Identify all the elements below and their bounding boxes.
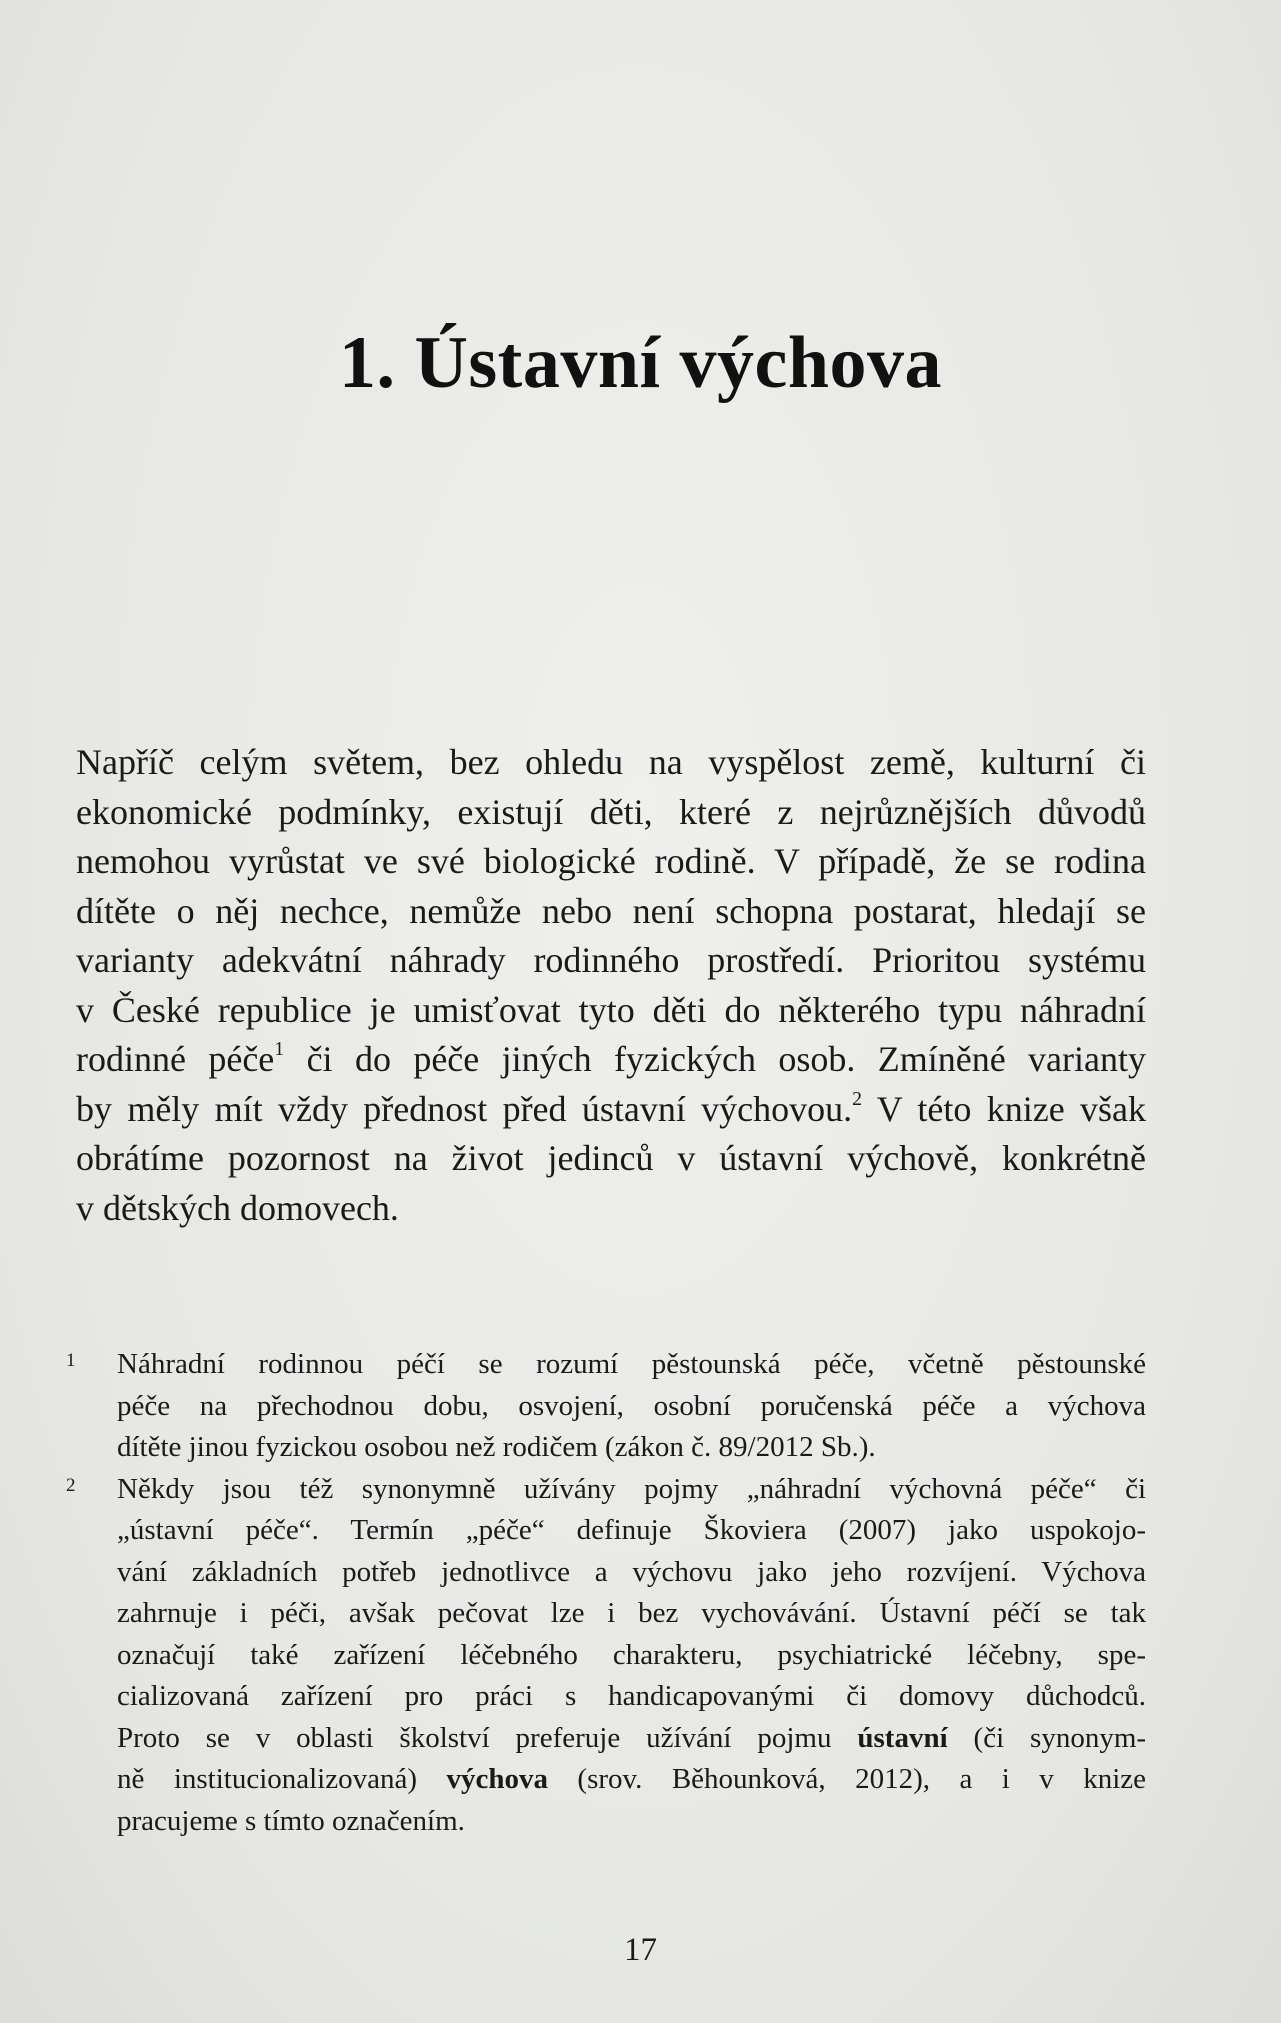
body-line: dítěte o něj nechce, nemůže nebo není schopna postarat, hledají se xyxy=(76,890,1146,931)
footnote-text-segment: ně institucionalizovaná) xyxy=(117,1763,418,1795)
body-text-segment: rodinné péče xyxy=(76,1039,275,1079)
footnote-1 xyxy=(66,1344,1146,1469)
footnote-text-segment: Proto se v oblasti školství preferuje užívání pojmu xyxy=(117,1721,832,1754)
body-line: obrátíme pozornost na život jedinců v ústavní výchově, konkrétně xyxy=(76,1138,1146,1178)
body-line: v dětských domovech. xyxy=(76,1187,399,1228)
footnote-line: pracujeme s tímto označením. xyxy=(117,1804,465,1837)
body-paragraph xyxy=(76,738,1146,1233)
body-line: v České republice je umisťovat tyto děti do některého typu náhradní xyxy=(76,989,1146,1030)
body-line: Napříč celým světem, bez ohledu na vyspělost země, kulturní či xyxy=(76,742,1146,782)
footnote-number: 1 xyxy=(66,1350,76,1371)
body-line xyxy=(76,1085,1146,1135)
body-line: varianty adekvátní náhrady rodinného prostředí. Prioritou systému xyxy=(76,940,1146,980)
footnote-text-segment: (či synonym- xyxy=(973,1721,1147,1754)
page-number: 17 xyxy=(624,1932,657,1968)
footnote-line: péče na přechodnou dobu, osvojení, osobní poručenská péče a výchova xyxy=(117,1389,1146,1422)
footnote-line: zahrnuje i péči, avšak pečovat lze i bez vychovávání. Ústavní péčí se tak xyxy=(117,1597,1146,1629)
footnote-emphasis-term: výchova xyxy=(446,1763,548,1795)
footnotes xyxy=(66,1344,1146,1842)
body-line: nemohou vyrůstat ve své biologické rodině. V případě, že se rodina xyxy=(76,841,1146,881)
footnote-ref-2: 2 xyxy=(852,1087,863,1110)
footnote-line xyxy=(117,1759,1146,1801)
footnote-line: dítěte jinou fyzickou osobou než rodičem (zákon č. 89/2012 Sb.). xyxy=(117,1431,876,1463)
body-text-segment: V této knize však xyxy=(876,1088,1147,1129)
footnote-2 xyxy=(66,1469,1146,1843)
footnote-text-segment: (srov. Běhounková, 2012), a i v knize xyxy=(577,1763,1147,1795)
footnote-line: vání základních potřeb jednotlivce a výchovu jako jeho rozvíjení. Výchova xyxy=(117,1555,1146,1588)
footnote-line: Někdy jsou též synonymně užívány pojmy „náhradní výchovná péče“ či xyxy=(117,1472,1146,1505)
footnote-ref-1: 1 xyxy=(274,1038,285,1061)
footnote-line xyxy=(117,1718,1146,1760)
footnote-emphasis-term: ústavní xyxy=(857,1721,948,1754)
chapter-title: 1. Ústavní výchova xyxy=(338,322,943,404)
body-text-segment: by měly mít vždy přednost před ústavní výchovou. xyxy=(76,1088,853,1129)
footnote-number: 2 xyxy=(66,1474,76,1496)
footnote-line: cializovaná zařízení pro práci s handicapovanými či domovy důchodců. xyxy=(117,1680,1146,1712)
footnote-line: Náhradní rodinnou péčí se rozumí pěstounská péče, včetně pěstounské xyxy=(117,1348,1146,1380)
footnote-line: „ústavní péče“. Termín „péče“ definuje Škoviera (2007) jako uspokojo- xyxy=(117,1514,1146,1546)
body-line xyxy=(76,1035,1146,1085)
body-text-segment: či do péče jiných fyzických osob. Zmíněné varianty xyxy=(306,1039,1147,1079)
body-line: ekonomické podmínky, existují děti, které z nejrůznějších důvodů xyxy=(76,791,1146,832)
footnote-line: označují také zařízení léčebného charakteru, psychiatrické léčebny, spe- xyxy=(117,1638,1146,1671)
